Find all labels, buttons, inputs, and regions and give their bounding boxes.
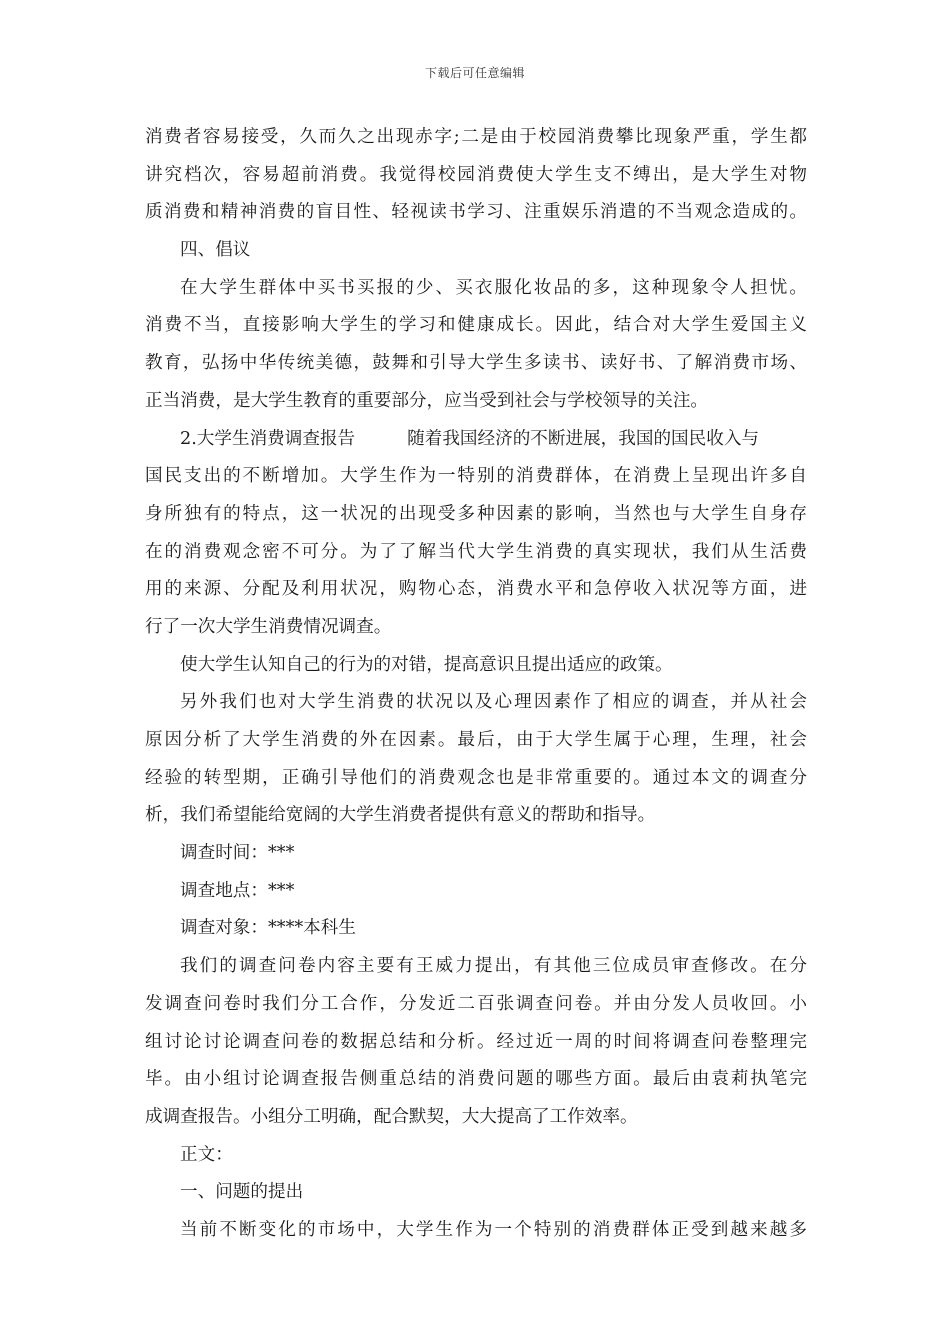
text-line <box>145 1137 807 1175</box>
text-line-content: 发调查问卷时我们分工合作，分发近二百张调查问卷。并由分发人员收回。小 <box>145 993 807 1014</box>
text-line <box>145 383 807 421</box>
text-line <box>145 1061 807 1099</box>
text-line <box>145 873 807 911</box>
text-line-content: 正文： <box>180 1144 233 1165</box>
text-line-content: 消费者容易接受，久而久之出现赤字;二是由于校园消费攀比现象严重，学生都 <box>145 127 807 147</box>
text-line <box>145 722 807 760</box>
page-header: 下载后可任意编辑 <box>424 66 525 80</box>
text-line <box>145 571 807 609</box>
text-line-content: 我们的调查问卷内容主要有王威力提出，有其他三位成员审查修改。在分 <box>180 956 807 977</box>
text-line-content: 在的消费观念密不可分。为了了解当代大学生消费的真实现状，我们从生活费 <box>145 541 807 562</box>
text-line <box>145 534 807 572</box>
text-line <box>145 232 807 270</box>
text-line-content: 使大学生认知自己的行为的对错，提高意识且提出适应的政策。 <box>180 654 673 675</box>
text-line-content: 四、倡议 <box>180 240 251 261</box>
text-line-content: 讲究档次，容易超前消费。我觉得校园消费使大学生支不缚出，是大学生对物 <box>145 164 807 185</box>
text-line <box>145 1099 807 1137</box>
text-line <box>145 684 807 722</box>
text-line-content: 2.大学生消费调查报告 <box>180 428 356 449</box>
text-line <box>145 948 807 986</box>
document-body <box>145 119 807 1250</box>
text-line <box>145 157 807 195</box>
text-line <box>145 609 807 647</box>
text-line-content: 一、问题的提出 <box>180 1182 304 1203</box>
text-line <box>145 1174 807 1212</box>
text-line-content: 行了一次大学生消费情况调查。 <box>145 616 392 637</box>
text-line-content: 身所独有的特点，这一状况的出现受多种因素的影响，当然也与大学生自身存 <box>145 503 807 524</box>
text-line <box>145 910 807 948</box>
text-line-content: 调查对象：****本科生 <box>180 918 356 939</box>
text-line-continuation: 随着我国经济的不断进展，我国的国民收入与 <box>407 428 760 449</box>
text-line-content: 调查时间：*** <box>180 843 295 864</box>
text-line-content: 在大学生群体中买书买报的少、买衣服化妆品的多，这种现象令人担忧。 <box>180 277 807 298</box>
text-line <box>145 835 807 873</box>
text-line-content: 用的来源、分配及利用状况，购物心态，消费水平和急停收入状况等方面，进 <box>145 579 807 600</box>
text-line-content: 成调查报告。小组分工明确，配合默契，大大提高了工作效率。 <box>145 1106 638 1127</box>
text-line-content: 国民支出的不断增加。大学生作为一特别的消费群体，在消费上呈现出许多自 <box>145 466 807 487</box>
text-line <box>145 496 807 534</box>
text-line-content: 教育，弘扬中华传统美德，鼓舞和引导大学生多读书、读好书、了解消费市场、 <box>145 353 807 374</box>
text-line-content: 当前不断变化的市场中，大学生作为一个特别的消费群体正受到越来越多 <box>180 1219 807 1240</box>
text-line-content: 经验的转型期，正确引导他们的消费观念也是非常重要的。通过本文的调查分 <box>145 767 807 788</box>
text-line-content: 正当消费，是大学生教育的重要部分，应当受到社会与学校领导的关注。 <box>145 390 709 411</box>
text-line <box>145 986 807 1024</box>
text-line <box>145 307 807 345</box>
text-line <box>145 421 807 459</box>
text-line <box>145 1024 807 1062</box>
text-line <box>145 194 807 232</box>
text-line <box>145 647 807 685</box>
text-line <box>145 1212 807 1250</box>
text-line <box>145 797 807 835</box>
text-line <box>145 270 807 308</box>
text-line <box>145 345 807 383</box>
text-line <box>145 458 807 496</box>
text-line <box>145 760 807 798</box>
text-line-content: 毕。由小组讨论调查报告侧重总结的消费问题的哪些方面。最后由袁莉执笔完 <box>145 1069 807 1090</box>
text-line-content: 另外我们也对大学生消费的状况以及心理因素作了相应的调查，并从社会 <box>180 692 807 713</box>
text-line-content: 调查地点：*** <box>180 880 295 901</box>
text-line-content: 析，我们希望能给宽阔的大学生消费者提供有意义的帮助和指导。 <box>145 805 656 826</box>
text-line-content: 原因分析了大学生消费的外在因素。最后，由于大学生属于心理，生理，社会 <box>145 730 807 750</box>
text-line-content: 消费不当，直接影响大学生的学习和健康成长。因此，结合对大学生爱国主义 <box>145 315 807 336</box>
text-line-content: 组讨论讨论调查问卷的数据总结和分析。经过近一周的时间将调查问卷整理完 <box>145 1031 807 1052</box>
text-line-content: 质消费和精神消费的盲目性、轻视读书学习、注重娱乐消遣的不当观念造成的。 <box>145 202 807 223</box>
text-line <box>145 119 807 157</box>
